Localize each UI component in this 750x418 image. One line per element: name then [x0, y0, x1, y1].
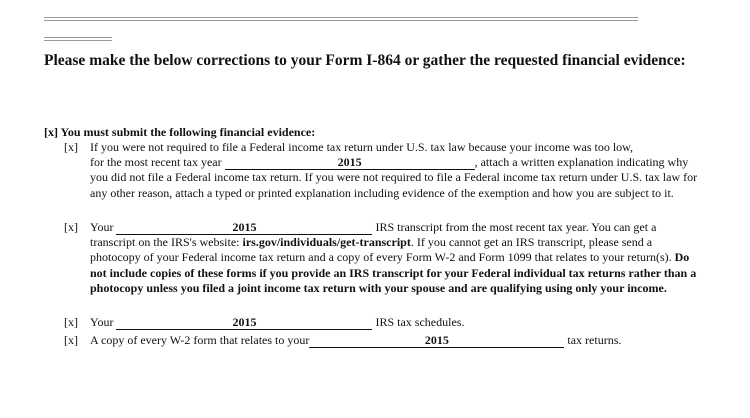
evidence-item-no-return [64, 140, 704, 201]
irs-transcript-link[interactable]: irs.gov/individuals/get-transcript [242, 235, 411, 250]
checkbox-mark: [x] [64, 333, 78, 347]
checkbox-mark: [x] [64, 315, 78, 329]
page-heading: Please make the below corrections to your Form I-864 or gather the requested financial evidence: [44, 52, 686, 69]
item-text: IRS tax schedules. [375, 315, 465, 329]
item-text: If you were not required to file a Federal income tax return under U.S. tax law because your income was too low, [90, 140, 634, 154]
tax-year-field: 2015 [116, 221, 372, 235]
item-text: for the most recent tax year [90, 155, 222, 170]
item-text: A copy of every W-2 form that relates to your [90, 333, 310, 347]
item-body [90, 140, 704, 201]
evidence-item-tax-schedules [64, 315, 704, 330]
checkbox-mark: [x] [64, 140, 78, 154]
item-body [90, 333, 704, 348]
evidence-item-irs-transcript [64, 220, 704, 296]
item-body [90, 220, 704, 296]
tax-year-field: 2015 [116, 316, 372, 330]
section-title: [x] You must submit the following financial evidence: [44, 125, 316, 139]
item-text: . If you cannot get an IRS transcript, please send a photocopy of your Federal income tax return and a copy of every Form W-2 and Form 1099 that relates to your return(s). [90, 235, 672, 265]
item-text: Your [90, 220, 114, 234]
evidence-item-w2-forms [64, 333, 704, 348]
item-text: Your [90, 315, 114, 329]
tax-year-field: 2015 [225, 156, 475, 170]
checkbox-mark: [x] [64, 220, 78, 234]
item-text: tax returns. [567, 333, 622, 347]
item-body [90, 315, 704, 330]
separator-rule-long [44, 17, 638, 21]
bold-note: Do not include copies of these forms if you provide an IRS transcript for your Federal individual tax returns rather than a photocopy unless you filed a joint income tax return with your spouse and are qualifying using only your income. [90, 250, 697, 295]
separator-rule-short [44, 37, 112, 41]
tax-year-field: 2015 [309, 334, 564, 348]
item-text: , attach a written explanation indicating why you did not file a Federal income tax return. If you were not required to file a Federal income tax return under U.S. tax law for any other reason, attach a typed or printed explanation including evidence of the exemption and how you are subject to it. [90, 155, 698, 200]
item-text: IRS transcript from the most recent tax year. You can get a transcript on the IRS's website: [90, 220, 657, 250]
